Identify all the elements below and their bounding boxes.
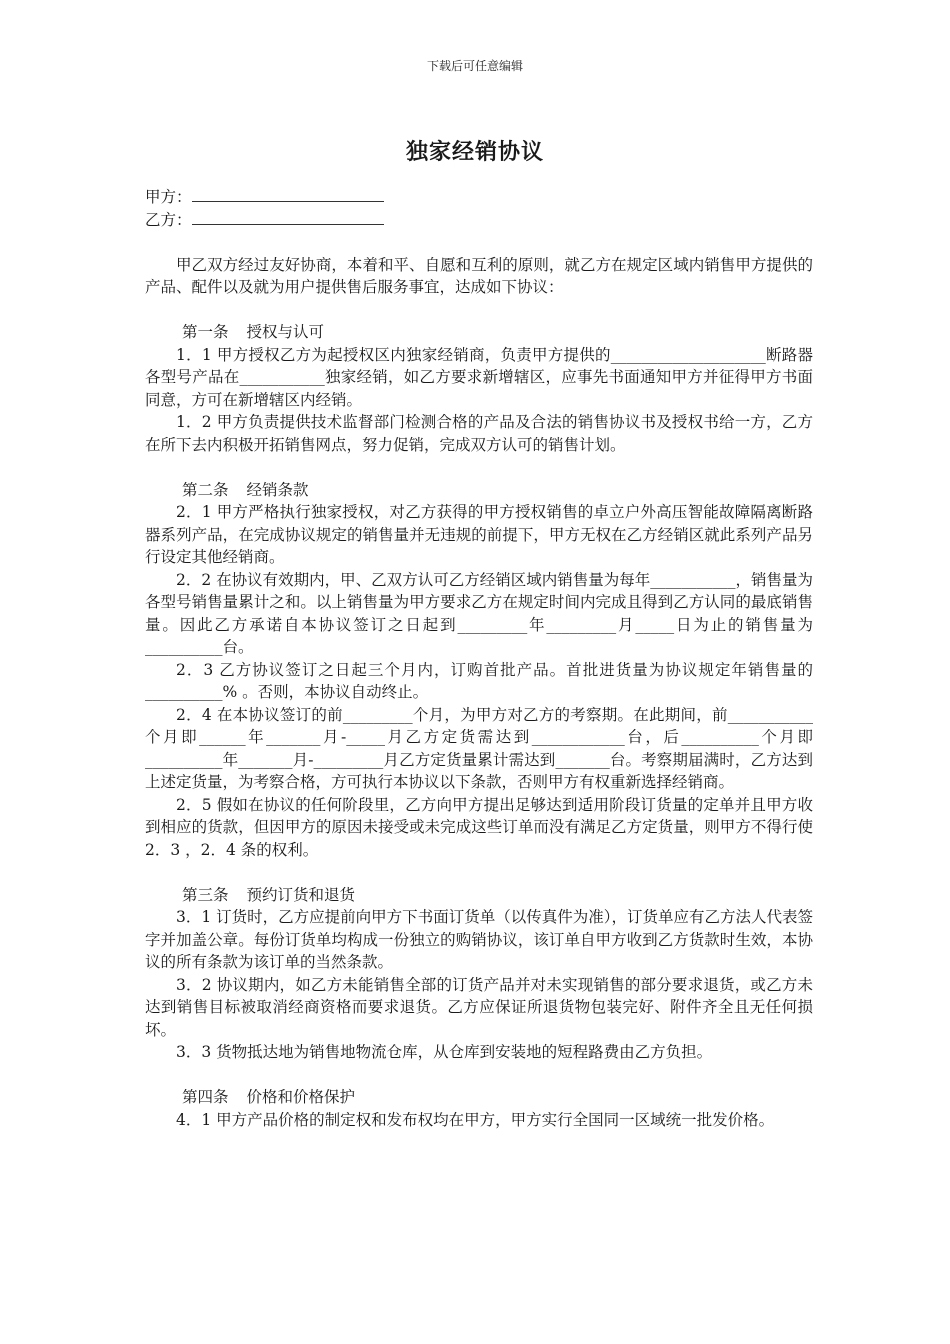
party-b-label: 乙方： bbox=[145, 210, 192, 229]
party-a-label: 甲方： bbox=[145, 188, 192, 206]
clause-2-3: 2．3 乙方协议签订之日起三个月内，订购首批产品。首批进货量为协议规定年销售量的 __________% 。否则，本协议自动终止。 bbox=[145, 660, 813, 701]
clause-2-2: 2．2 在协议有效期内，甲、乙双方认可乙方经销区域内销售量为每年___________，销售量为各型号销售量累计之和。以上销售量为甲方要求乙方在规定时间内完成且得到乙方认同的最底销售量。因此乙方承诺自本协议签订之日起到_________年_________月_____日为止的销售量为__________台。 bbox=[145, 570, 813, 656]
clause-1-1: 1．1 甲方授权乙方为起授权区内独家经销商，负责甲方提供的____________________断路器各型号产品在___________独家经销，如乙方要求新增辖区，应事先书面通知甲方并征得甲方书面同意，方可在新增辖区内经销。 bbox=[145, 345, 813, 409]
party-a-blank bbox=[192, 186, 384, 202]
spacer bbox=[145, 456, 813, 479]
spacer bbox=[145, 861, 813, 884]
document-body bbox=[145, 186, 813, 1131]
party-b-blank bbox=[192, 209, 384, 225]
section-4-number: 第四条 bbox=[182, 1088, 229, 1106]
document-title: 独家经销协议 bbox=[405, 140, 544, 165]
clause-2-5: 2．5 假如在协议的任何阶段里，乙方向甲方提出足够达到适用阶段订货量的定单并且甲方收到相应的货款，但因甲方的原因未接受或未完成这些订单而没有满足乙方定货量，则甲方不得行使2．3 ，2．4 条的权利。 bbox=[145, 795, 813, 859]
clause-2-1: 2．1 甲方严格执行独家授权，对乙方获得的甲方授权销售的卓立户外高压智能故障隔离断路器系列产品，在完成协议规定的销售量并无违规的前提下，甲方无权在乙方经销区就此系列产品另行设定其他经销商。 bbox=[145, 503, 813, 566]
clause-2-4: 2．4 在本协议签订的前_________个月，为甲方对乙方的考察期。在此期间，前___________个月即______年_______月-_____月乙方定货需达到____________台，后__________个月即__________年_______月-_________月乙方定货量累计需达到_______台。考察期届满时，乙方达到上述定货量，为考察合格，方可执行本协议以下条款，否则甲方有权重新选择经销商。 bbox=[145, 705, 813, 791]
clause-3-3: 3．3 货物抵达地为销售地物流仓库，从仓库到安装地的短程路费由乙方负担。 bbox=[176, 1043, 713, 1061]
clause-3-2: 3．2 协议期内，如乙方未能销售全部的订货产品并对未实现销售的部分要求退货，或乙方未达到销售目标被取消经商资格而要求退货。乙方应保证所退货物包装完好、附件齐全且无任何损坏。 bbox=[145, 975, 813, 1039]
header-note: 下载后可任意编辑 bbox=[426, 59, 523, 73]
clause-1-2: 1．2 甲方负责提供技术监督部门检测合格的产品及合法的销售协议书及授权书给一方，乙方在所下去内积极开拓销售网点，努力促销，完成双方认可的销售计划。 bbox=[145, 413, 813, 454]
section-1-name: 授权与认可 bbox=[246, 323, 325, 341]
section-1-heading bbox=[145, 321, 813, 344]
spacer bbox=[145, 299, 813, 322]
section-2-heading bbox=[145, 479, 813, 502]
section-1-number: 第一条 bbox=[182, 323, 229, 341]
intro-paragraph: 甲乙双方经过友好协商，本着和平、自愿和互利的原则，就乙方在规定区域内销售甲方提供的产品、配件以及就为用户提供售后服务事宜，达成如下协议： bbox=[145, 255, 813, 296]
section-3-heading bbox=[145, 884, 813, 907]
spacer bbox=[145, 1064, 813, 1087]
party-a-line bbox=[145, 186, 813, 209]
section-2-name: 经销条款 bbox=[246, 480, 309, 499]
section-3-number: 第三条 bbox=[182, 885, 229, 904]
section-4-heading bbox=[145, 1086, 813, 1109]
spacer bbox=[145, 231, 813, 254]
section-4-name: 价格和价格保护 bbox=[246, 1088, 356, 1106]
section-3-name: 预约订货和退货 bbox=[246, 885, 356, 904]
clause-4-1: 4．1 甲方产品价格的制定权和发布权均在甲方，甲方实行全国同一区域统一批发价格。 bbox=[176, 1110, 775, 1129]
section-2-number: 第二条 bbox=[182, 480, 229, 499]
party-b-line bbox=[145, 209, 813, 232]
clause-3-1: 3．1 订货时，乙方应提前向甲方下书面订货单（以传真件为准），订货单应有乙方法人代表签字并加盖公章。每份订货单均构成一份独立的购销协议，该订单自甲方收到乙方货款时生效，本协议的所有条款为该订单的当然条款。 bbox=[145, 908, 813, 971]
